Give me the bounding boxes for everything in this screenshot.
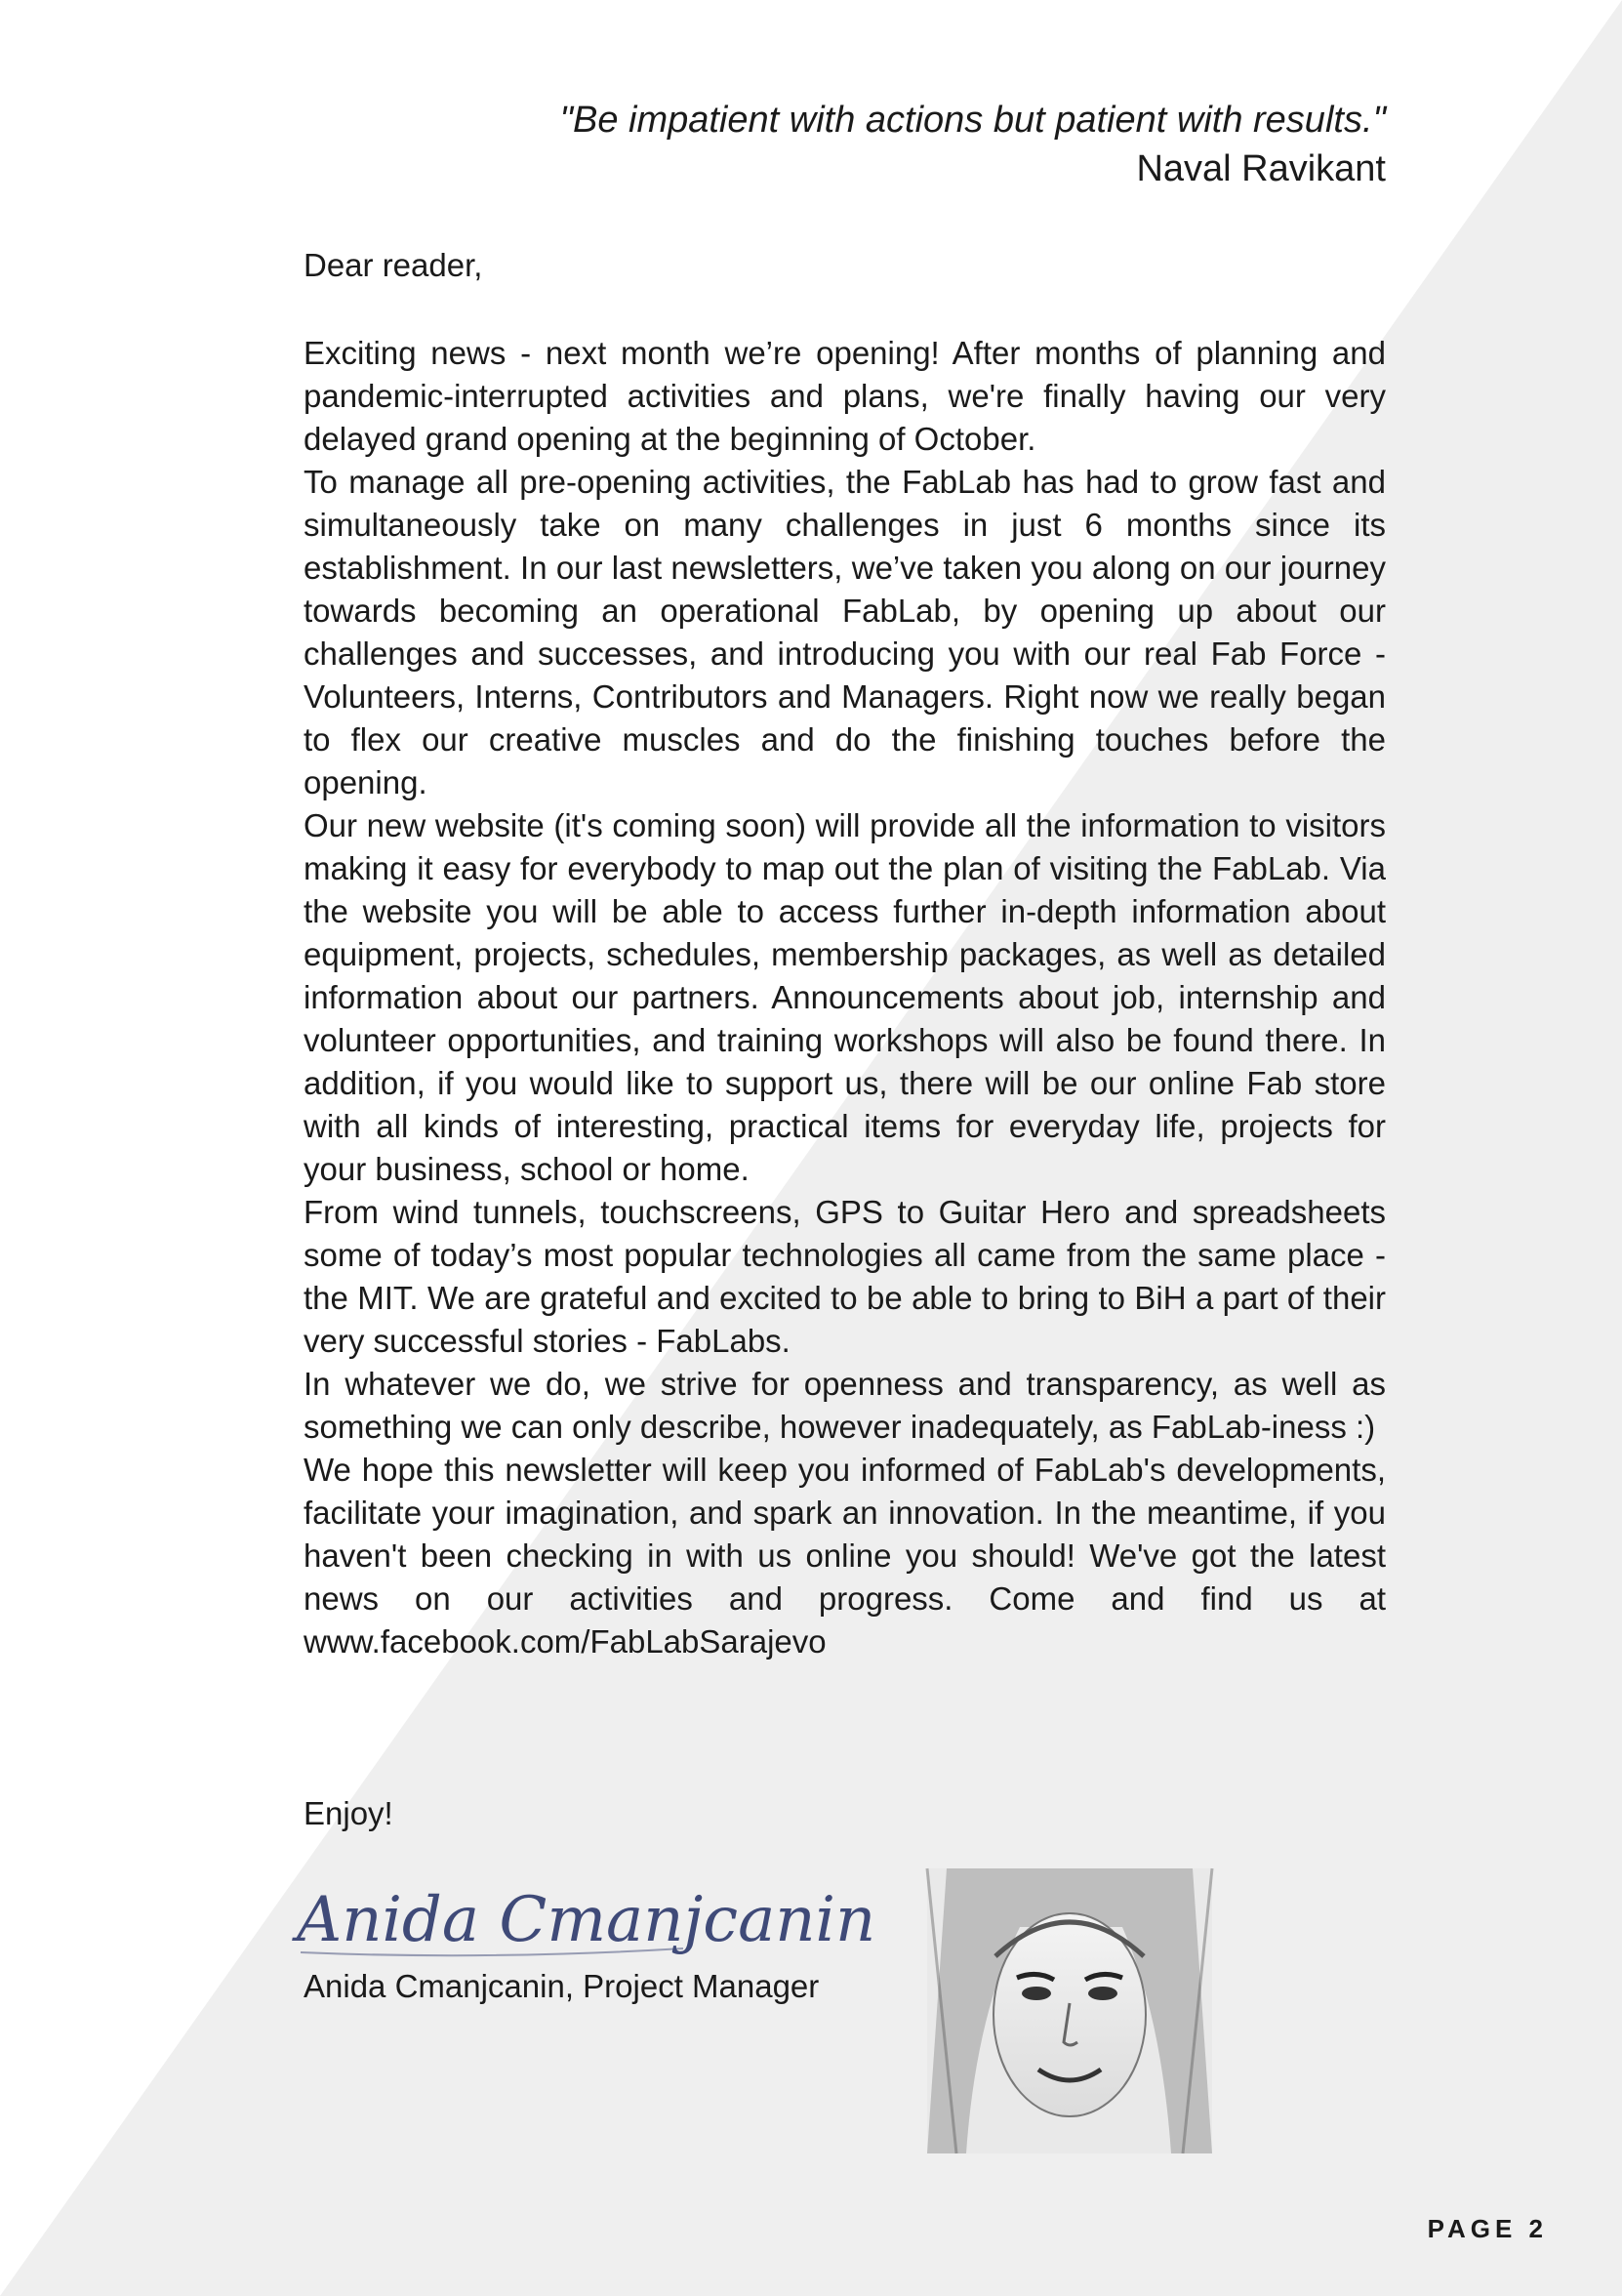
signature-script: Anida Cmanjcanin (297, 1884, 876, 1956)
letter-salutation: Dear reader, (304, 247, 483, 283)
handwritten-signature (293, 1874, 876, 1962)
letter-body (304, 332, 1386, 1663)
letter-paragraph: Exciting news - next month we’re opening! After months of planning and pandemic-interrupted activities and plans, we're finally having our very delayed grand opening at the beginning of October. (304, 335, 1386, 457)
letter-paragraph: From wind tunnels, touchscreens, GPS to Guitar Hero and spreadsheets some of today’s most popular technologies all came from the same place - the MIT. We are grateful and excited to be able to bring to BiH a part of their very successful stories - FabLabs. (304, 1194, 1386, 1359)
letter-paragraph: In whatever we do, we strive for openness and transparency, as well as something we can only describe, however inadequately, as FabLab-iness :) (304, 1366, 1386, 1445)
letter-paragraph: Our new website (it's coming soon) will provide all the information to visitors making it easy for everybody to map out the plan of visiting the FabLab. Via the website you will be able to access further in-depth information about equipment, projects, schedules, membership packages, as well as detailed information about our partners. Announcements about job, internship and volunteer opportunities, and training workshops will also be found there. In addition, if you would like to support us, there will be our online Fab store with all kinds of interesting, practical items for everyday life, projects for your business, school or home. (304, 807, 1386, 1187)
page-number: PAGE 2 (1427, 2214, 1548, 2243)
epigraph-author: Naval Ravikant (1136, 148, 1386, 189)
epigraph-quote: "Be impatient with actions but patient with results." (559, 100, 1386, 141)
letter-paragraph: To manage all pre-opening activities, the FabLab has had to grow fast and simultaneously take on many challenges in just 6 months since its establishment. In our last newsletters, we’ve taken you along on our journey towards becoming an operational FabLab, by opening up about our challenges and successes, and introducing you with our real Fab Force - Volunteers, Interns, Contributors and Managers. Right now we really began to flex our creative muscles and do the finishing touches before the opening. (304, 464, 1386, 800)
author-portrait-photo (927, 1868, 1212, 2153)
letter-paragraph: We hope this newsletter will keep you informed of FabLab's developments, facilitate your imagination, and spark an innovation. In the meantime, if you haven't been checking in with us online you should! We've got the latest news on our activities and progress. Come and find us at www.facebook.com/FabLabSarajevo (304, 1452, 1386, 1660)
letter-closing: Enjoy! (304, 1795, 393, 1831)
signer-name: Anida Cmanjcanin, Project Manager (304, 1968, 820, 2004)
